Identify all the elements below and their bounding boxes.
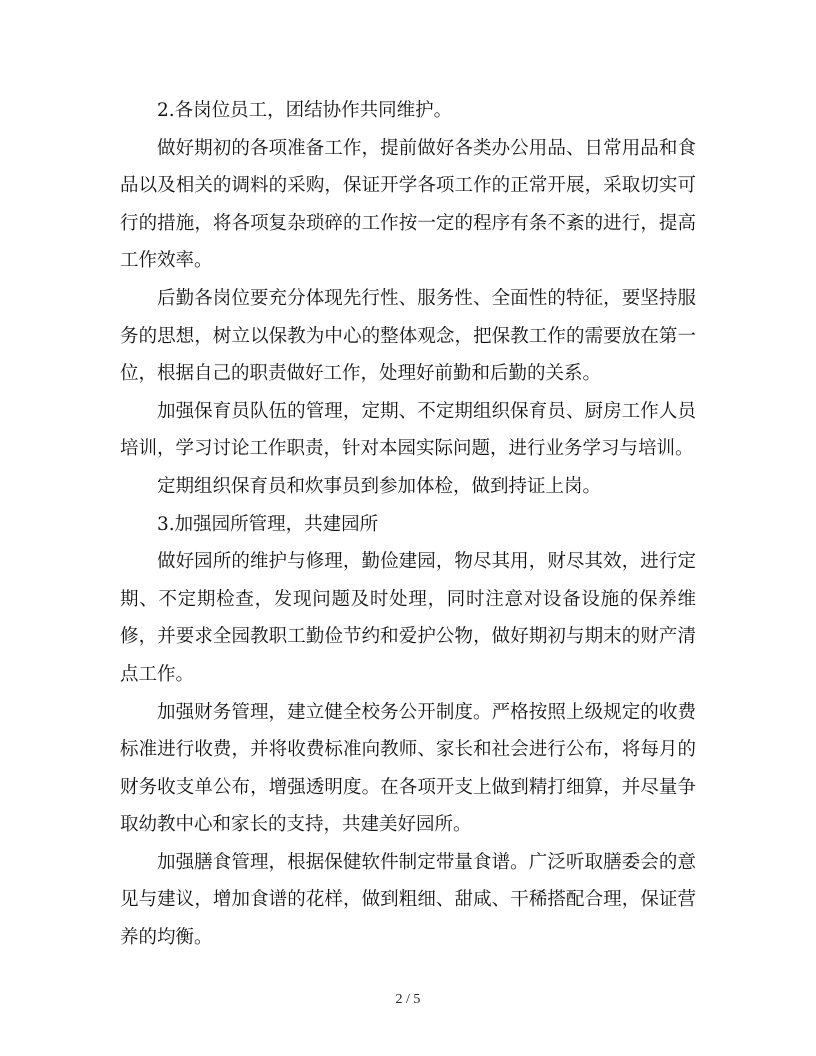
document-body bbox=[120, 92, 696, 957]
paragraph-meals: 加强膳食管理，根据保健软件制定带量食谱。广泛听取膳委会的意见与建议，增加食谱的花样，做到粗细、甜咸、干稀搭配合理，保证营养的均衡。 bbox=[120, 851, 696, 949]
paragraph-staff-training: 加强保育员队伍的管理，定期、不定期组织保育员、厨房工作人员培训，学习讨论工作职责，针对本园实际问题，进行业务学习与培训。 bbox=[120, 400, 696, 460]
paragraph-preparation: 做好期初的各项准备工作，提前做好各类办公用品、日常用品和食品以及相关的调料的采购，保证开学各项工作的正常开展，采取切实可行的措施，将各项复杂琐碎的工作按一定的程序有条不紊的进行，提高工作效率。 bbox=[120, 137, 696, 272]
page-number: 2 / 5 bbox=[395, 992, 421, 1007]
paragraph-logistics-service: 后勤各岗位要充分体现先行性、服务性、全面性的特征，要坚持服务的思想，树立以保教为中心的整体观念，把保教工作的需要放在第一位，根据自己的职责做好工作，处理好前勤和后勤的关系。 bbox=[120, 287, 696, 385]
paragraph-finance: 加强财务管理，建立健全校务公开制度。严格按照上级规定的收费标准进行收费，并将收费标准向教师、家长和社会进行公布，将每月的财务收支单公布，增强透明度。在各项开支上做到精打细算，并尽量争取幼教中心和家长的支持，共建美好园所。 bbox=[120, 701, 696, 836]
paragraph-health-check: 定期组织保育员和炊事员到参加体检，做到持证上岗。 bbox=[157, 475, 602, 497]
section-heading-2: 2.各岗位员工，团结协作共同维护。 bbox=[157, 100, 453, 121]
paragraph-maintenance: 做好园所的维护与修理，勤俭建园，物尽其用，财尽其效，进行定期、不定期检查，发现问题及时处理，同时注意对设备设施的保养维修，并要求全园教职工勤俭节约和爱护公物，做好期初与期末的财产清点工作。 bbox=[120, 551, 696, 685]
section-heading-3: 3.加强园所管理，共建园所 bbox=[157, 513, 379, 535]
